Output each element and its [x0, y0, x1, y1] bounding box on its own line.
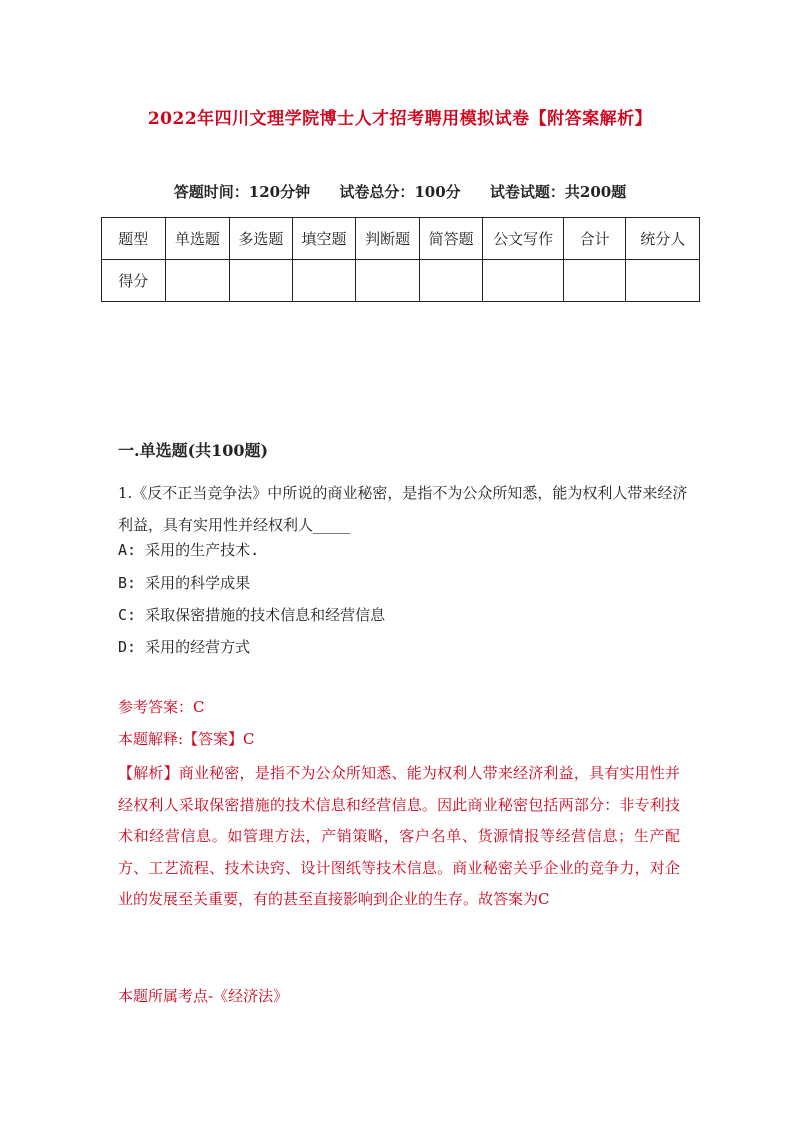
score-table-header-row: [102, 218, 700, 260]
option-d: D: 采用的经营方式: [118, 638, 251, 656]
row-label-cell: 得分: [102, 260, 166, 302]
score-cell: [165, 260, 230, 302]
header-cell: 判断题: [356, 218, 420, 260]
explanation-text: 【解析】商业秘密，是指不为公众所知悉、能为权利人带来经济利益，具有实用性并经权利人采取保密措施的技术信息和经营信息。因此商业秘密包括两部分：非专利技术和经营信息。如管理方法，产销策略，客户名单、货源情报等经营信息；生产配方、工艺流程、技术诀窍、设计图纸等技术信息。商业秘密关乎企业的竞争力，对企业的发展至关重要，有的甚至直接影响到企业的生存。故答案为C: [118, 764, 680, 908]
option-b: B: 采用的科学成果: [118, 574, 251, 592]
header-cell: 题型: [102, 218, 166, 260]
exam-time: 答题时间：120分钟: [173, 183, 311, 201]
explanation-heading: 本题解释:【答案】C: [118, 730, 255, 748]
score-cell: [483, 260, 563, 302]
header-cell: 简答题: [419, 218, 483, 260]
exam-meta: [0, 181, 800, 202]
option-c: C: 采取保密措施的技术信息和经营信息: [118, 606, 386, 624]
score-cell: [563, 260, 626, 302]
exam-total-score: 试卷总分：100分: [339, 183, 461, 201]
header-cell: 统分人: [626, 218, 700, 260]
exam-title: 2022年四川文理学院博士人才招考聘用模拟试卷【附答案解析】: [147, 109, 653, 129]
header-cell: 单选题: [165, 218, 230, 260]
score-table: [101, 217, 700, 302]
question-stem: 1.《反不正当竞争法》中所说的商业秘密，是指不为公众所知悉，能为权利人带来经济利益，具有实用性并经权利人_____: [118, 484, 688, 534]
score-table-score-row: [102, 260, 700, 302]
score-cell: [292, 260, 356, 302]
header-cell: 填空题: [292, 218, 356, 260]
score-cell: [626, 260, 700, 302]
section-title: 一.单选题(共100题): [118, 441, 269, 460]
score-cell: [356, 260, 420, 302]
score-cell: [230, 260, 293, 302]
option-a: A: 采用的生产技术.: [118, 541, 260, 559]
header-cell: 合计: [563, 218, 626, 260]
reference-answer: 参考答案：C: [118, 698, 205, 716]
header-cell: 多选题: [230, 218, 293, 260]
exam-question-count: 试卷试题：共200题: [489, 183, 627, 201]
header-cell: 公文写作: [483, 218, 563, 260]
score-cell: [419, 260, 483, 302]
topic-label: 本题所属考点-《经济法》: [118, 987, 289, 1005]
